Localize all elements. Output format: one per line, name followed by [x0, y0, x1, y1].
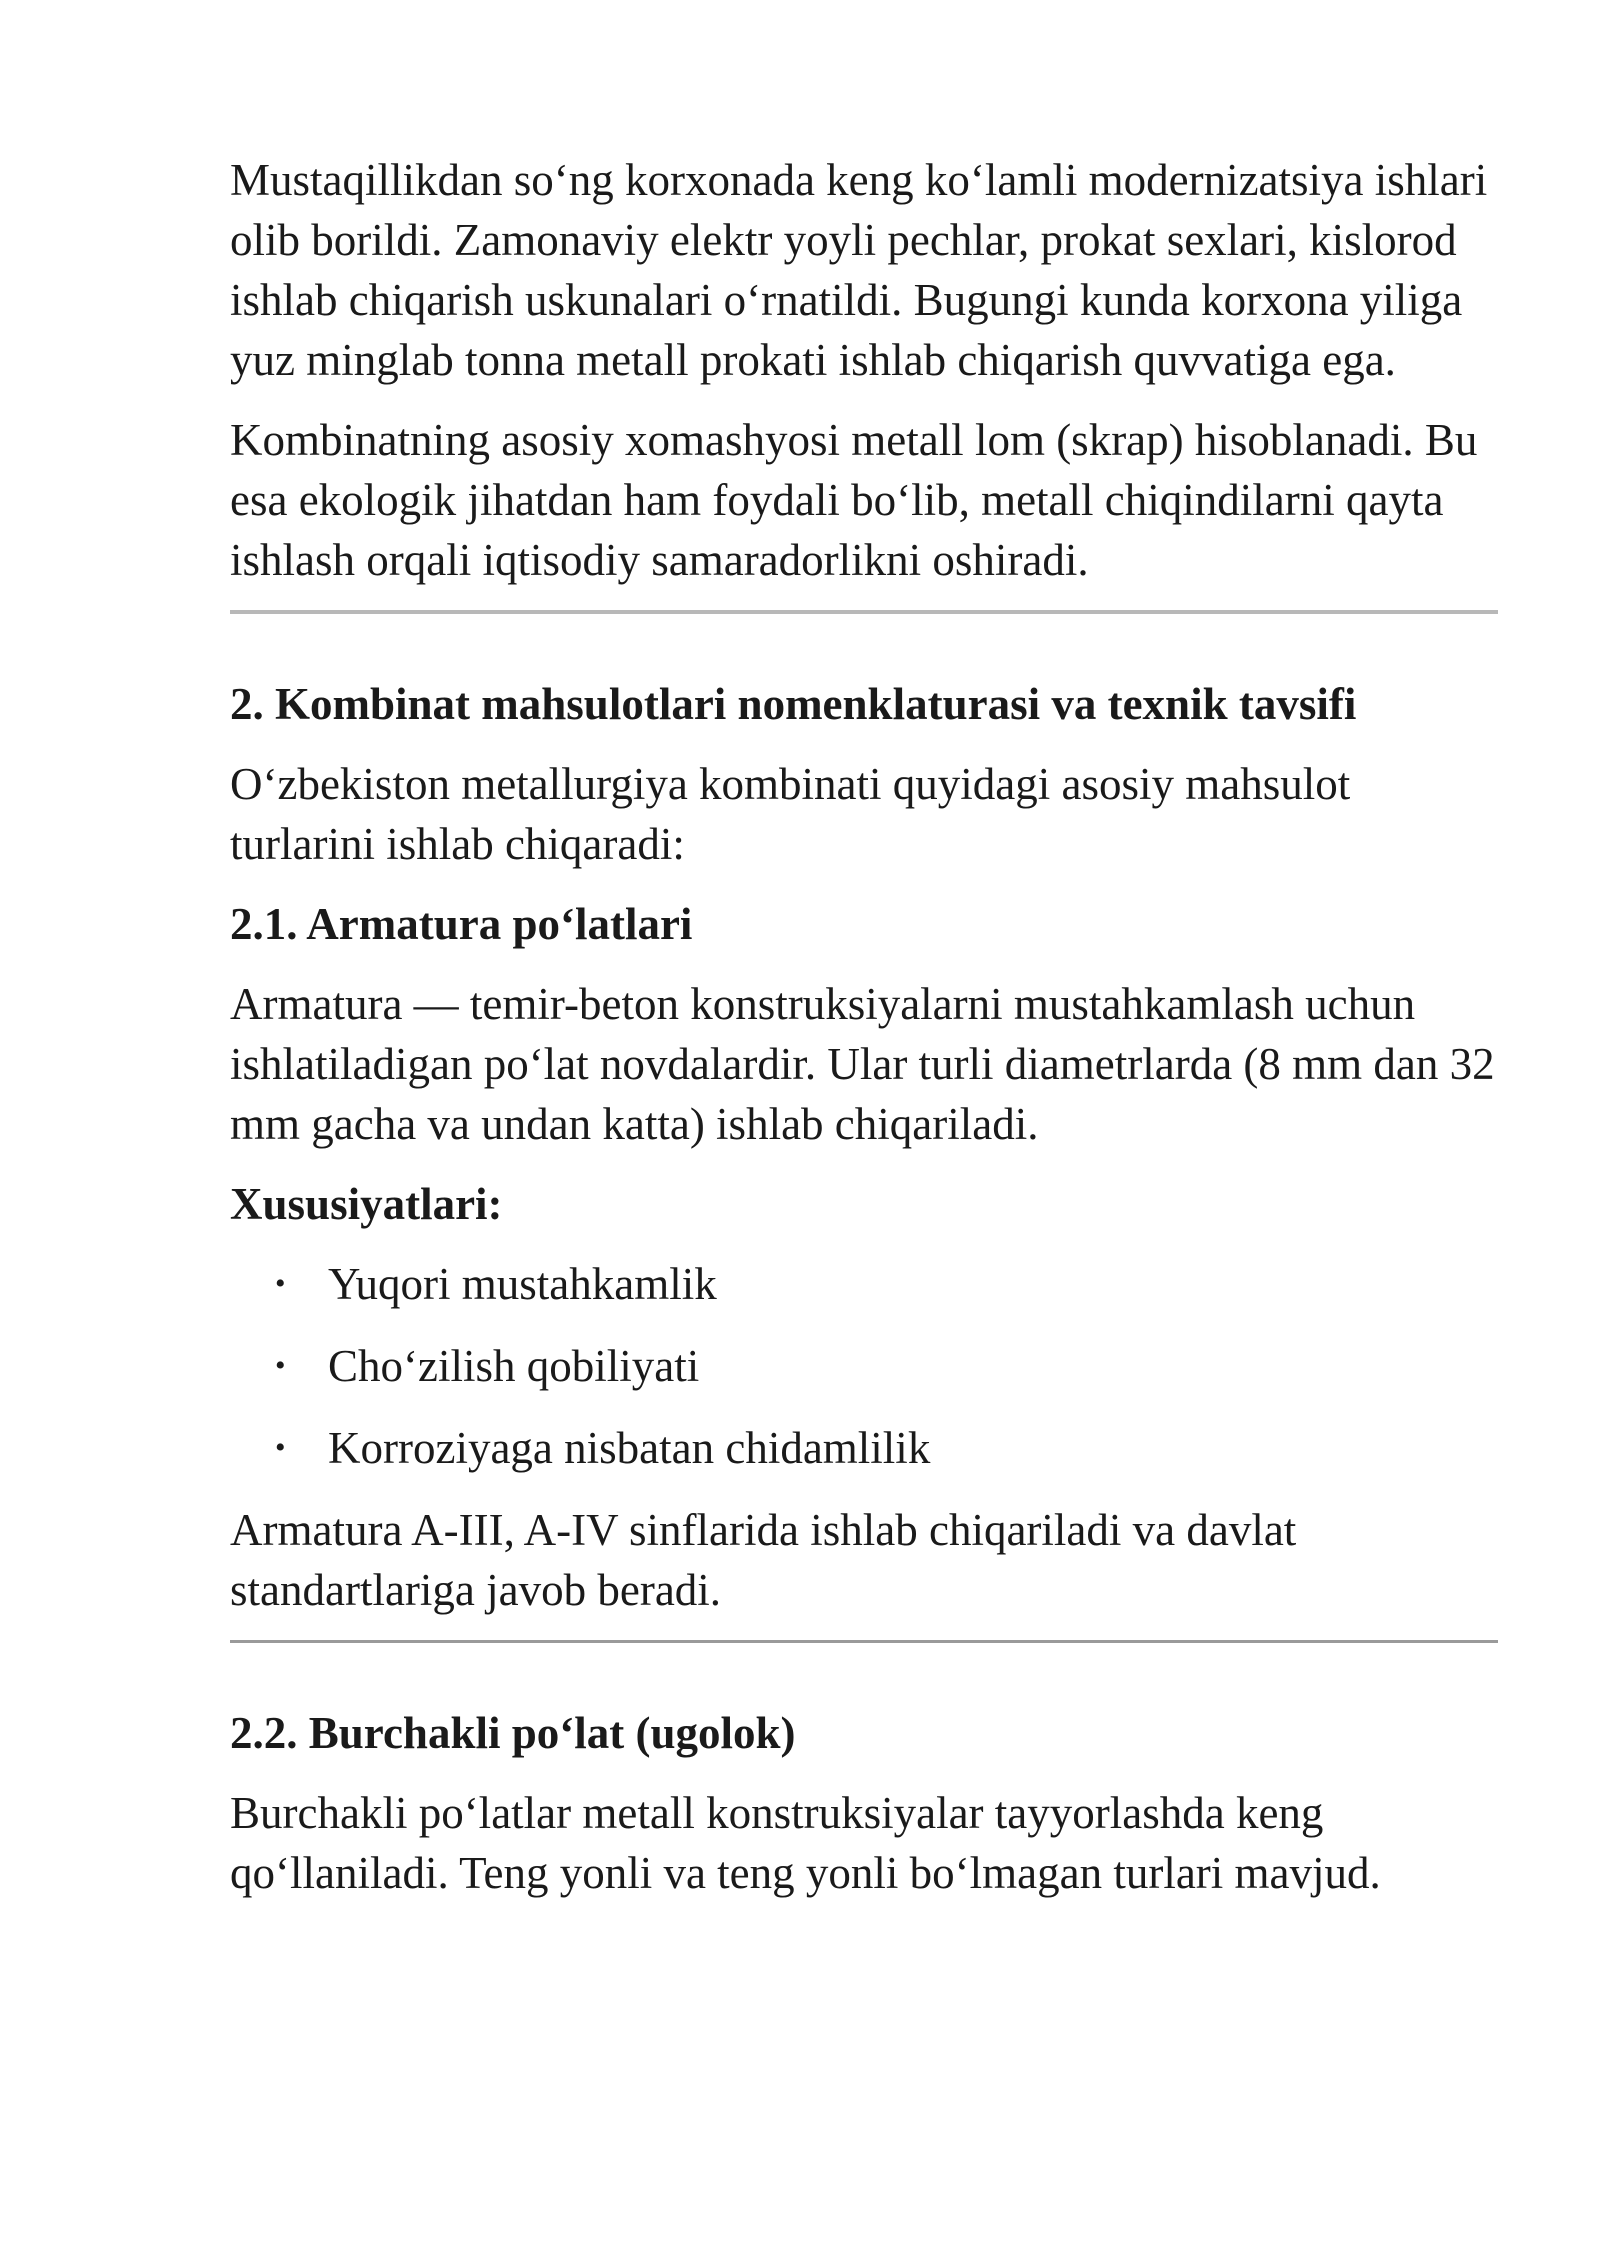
list-item [230, 1254, 1498, 1314]
document-page [230, 150, 1498, 1923]
intro-paragraph-modernization: Mustaqillikdan so‘ng korxonada keng ko‘lamli modernizatsiya ishlari olib borildi. Zamonaviy elektr yoyli pechlar, prokat sexlari, kislorod ishlab chiqarish uskunalari o‘rnatildi. Bugungi kunda korxona yiliga yuz minglab tonna metall prokati ishlab chiqarish quvvatiga ega. [230, 155, 1488, 385]
list-item [230, 1418, 1498, 1478]
bullet-icon: • [275, 1267, 286, 1300]
section-divider [230, 1640, 1498, 1643]
subsection-2-1-closing: Armatura A-III, A-IV sinflarida ishlab chiqariladi va davlat standartlariga javob beradi. [230, 1505, 1297, 1615]
bullet-icon: • [275, 1431, 286, 1464]
section-2-intro: O‘zbekiston metallurgiya kombinati quyidagi asosiy mahsulot turlarini ishlab chiqaradi: [230, 759, 1351, 869]
list-item-text: Cho‘zilish qobiliyati [328, 1341, 700, 1391]
list-item [230, 1336, 1498, 1396]
section-2-heading: 2. Kombinat mahsulotlari nomenklaturasi va texnik tavsifi [230, 679, 1357, 729]
intro-paragraph-raw-material: Kombinatning asosiy xomashyosi metall lom (skrap) hisoblanadi. Bu esa ekologik jihatdan ham foydali bo‘lib, metall chiqindilarni qayta ishlash orqali iqtisodiy samaradorlikni oshiradi. [230, 415, 1478, 585]
list-item-text: Yuqori mustahkamlik [328, 1259, 717, 1309]
subsection-2-2-paragraph: Burchakli po‘latlar metall konstruksiyalar tayyorlashda keng qo‘llaniladi. Teng yonli va teng yonli bo‘lmagan turlari mavjud. [230, 1788, 1381, 1898]
features-list [230, 1254, 1498, 1478]
bullet-icon: • [275, 1349, 286, 1382]
section-divider [230, 610, 1498, 614]
features-label: Xususiyatlari: [230, 1179, 503, 1229]
subsection-2-2-heading: 2.2. Burchakli po‘lat (ugolok) [230, 1708, 796, 1758]
subsection-2-1-heading: 2.1. Armatura po‘latlari [230, 899, 693, 949]
subsection-2-1-paragraph: Armatura — temir-beton konstruksiyalarni mustahkamlash uchun ishlatiladigan po‘lat novdalardir. Ular turli diametrlarda (8 mm dan 32 mm gacha va undan katta) ishlab chiqariladi. [230, 979, 1495, 1149]
list-item-text: Korroziyaga nisbatan chidamlilik [328, 1423, 931, 1473]
